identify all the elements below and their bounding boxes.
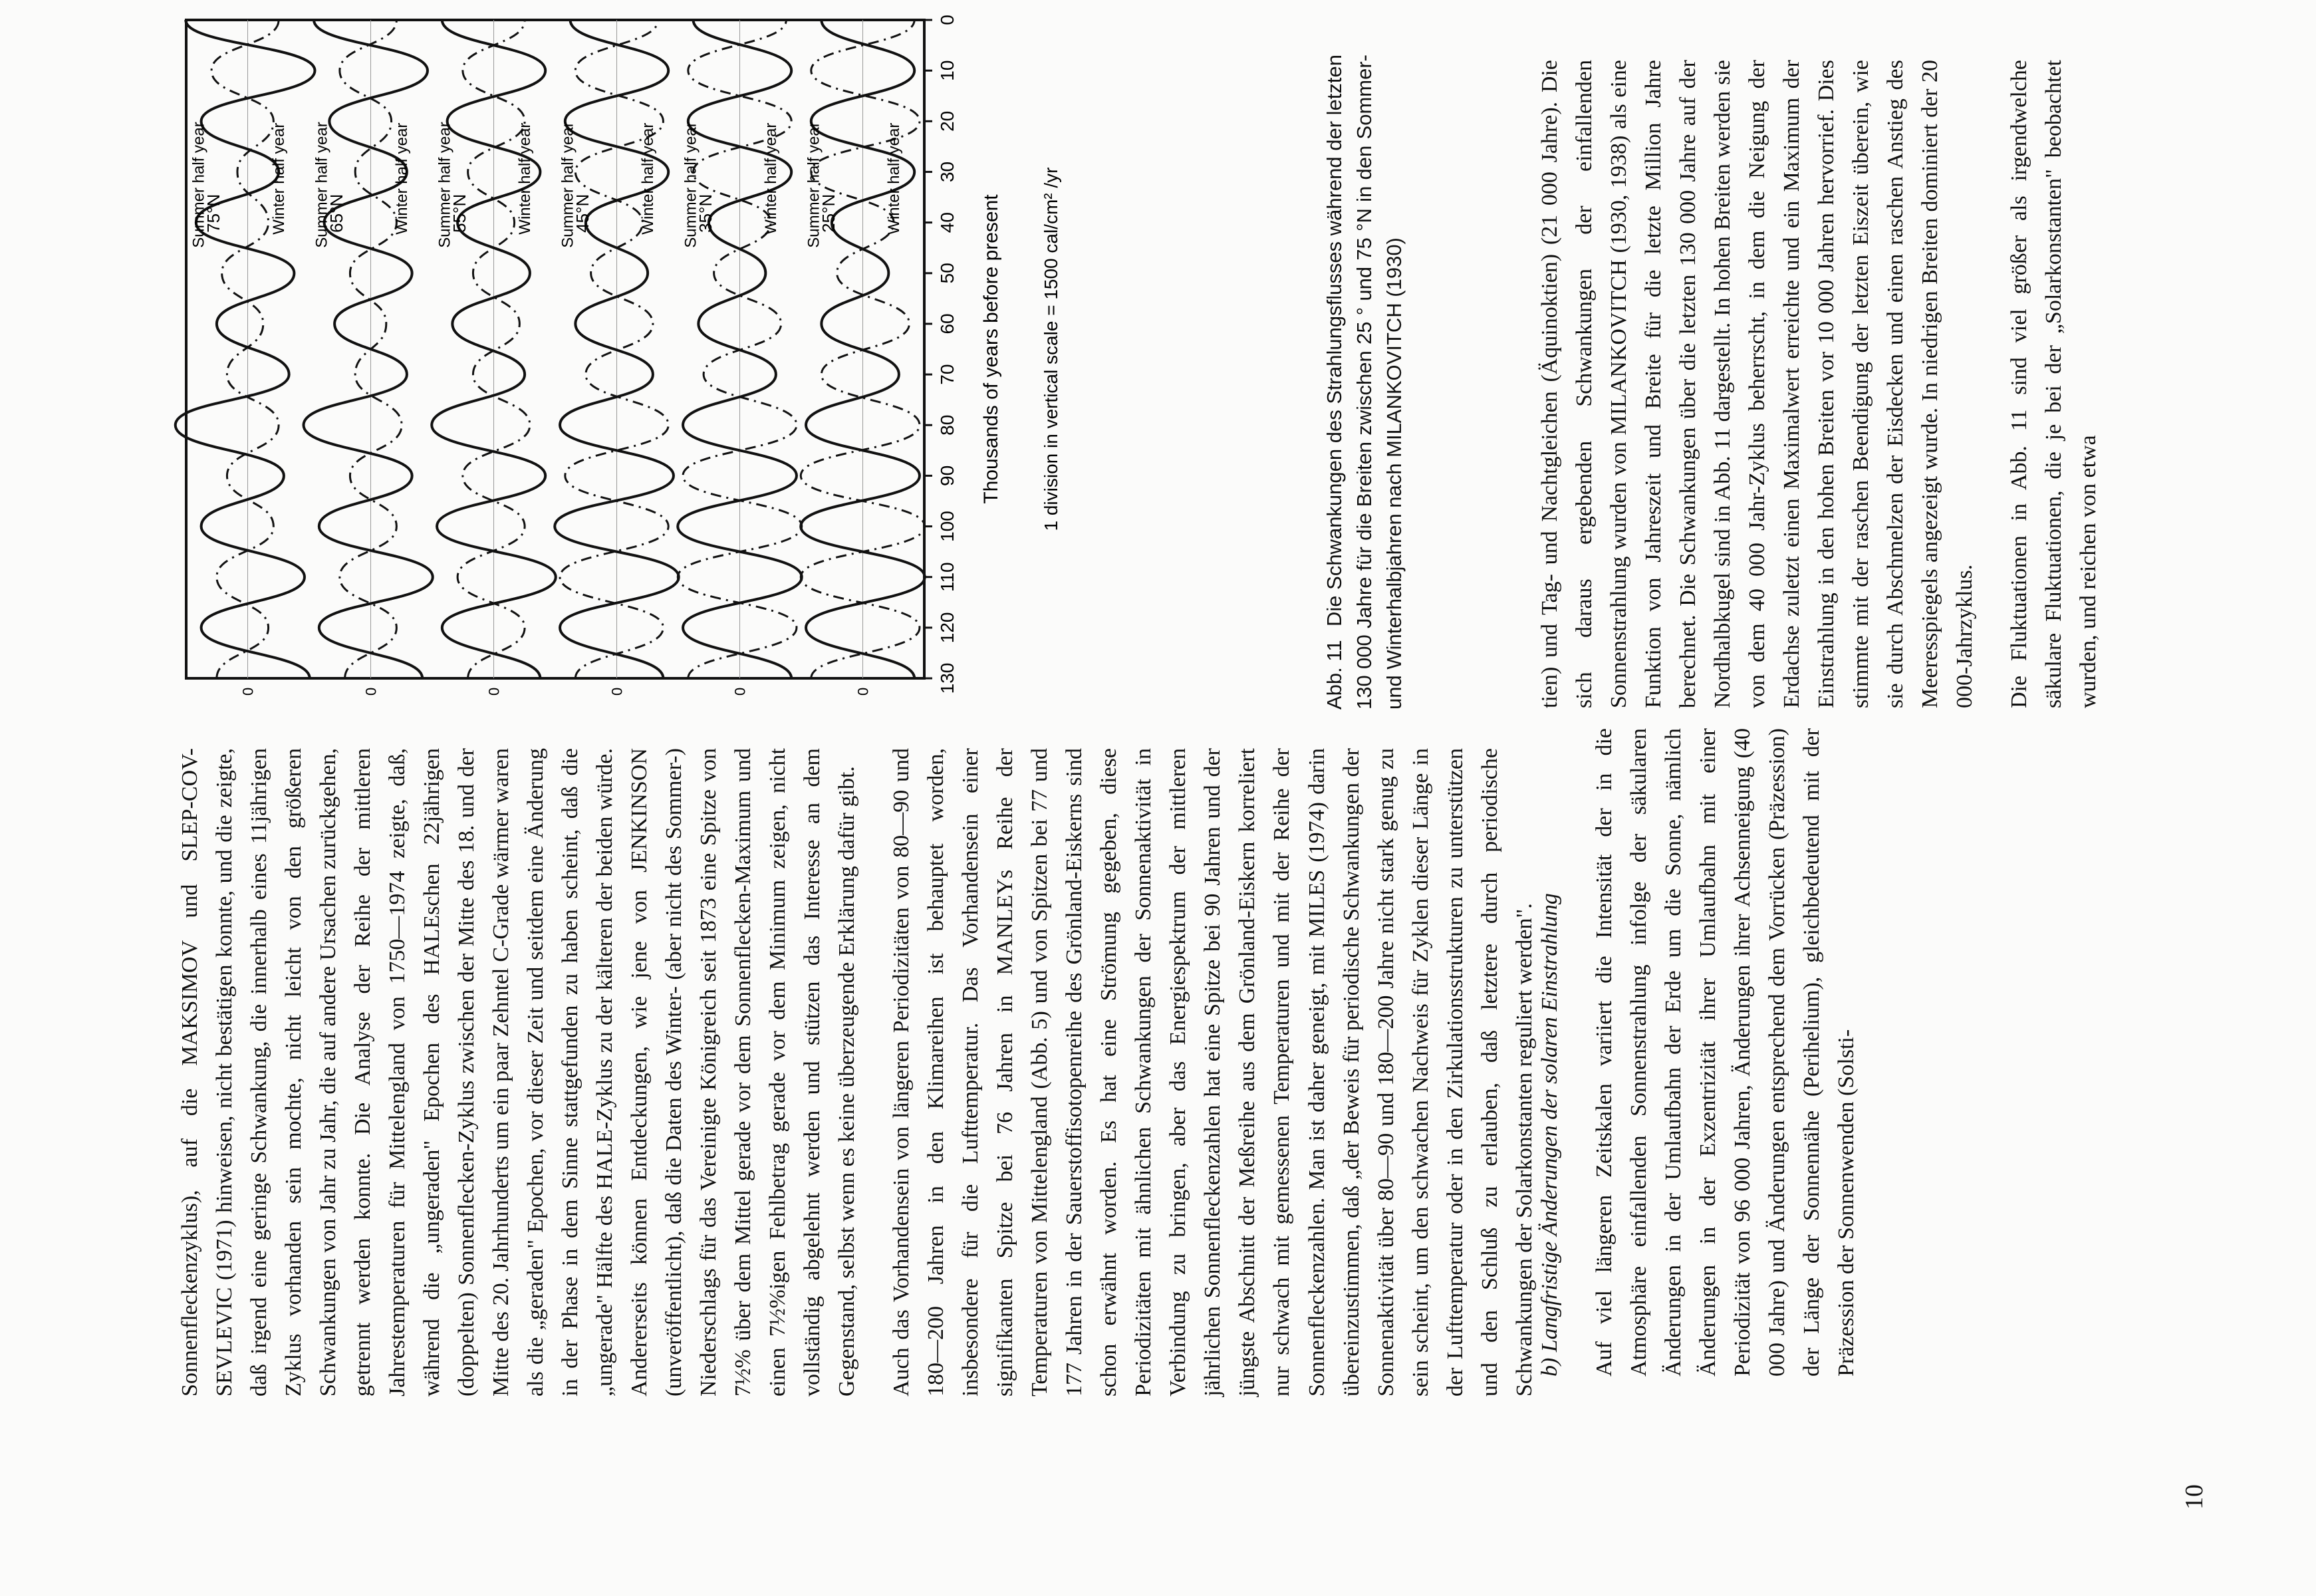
series-label: Summer half year — [559, 122, 577, 248]
left-column-bottom — [1533, 728, 1884, 1377]
series-label: Winter half year — [638, 122, 657, 235]
panel-zero-tick-label: 0 — [239, 687, 257, 696]
figure-caption — [1320, 55, 1410, 710]
series-label: Winter half year — [761, 122, 780, 235]
paragraph-long-periodicities: Auch das Vorhandensein von längeren Periodizitäten von 80—90 und 180—200 Jahren in den Klimareihen ist behauptet worden, insbesondere für die Lufttemperatur. Das Vorhandensein einer signifikanten Spitze bei 76 Jahren in MANLEYs Reihe der Temperaturen von Mittelengland (Abb. 5) und von Spitzen bei 77 und 177 Jahren in der Sauerstoffisotopenreihe des Grönland-Eiskerns sind schon erwähnt worden. Es hat eine Strömung gegeben, diese Periodizitäten mit ähnlichen Schwankungen der Sonnenaktivität in Verbindung zu bringen, aber das Energiespektrum der mittleren jährlichen Sonnenfleckenzahlen hat eine Spitze bei 90 Jahren und der jüngste Abschnitt der Meßreihe aus dem Grönland-Eiskern korreliert nur schwach mit gemessenen Temperaturen und mit der Reihe der Sonnenfleckenzahlen. Man ist daher geneigt, mit MILES (1974) darin übereinzustimmen, daß „der Beweis für periodische Schwankungen der Sonnenaktivität über 80—90 und 180—200 Jahre nicht stark genug zu sein scheint, um den schwachen Nachweis für Zyklen dieser Länge in der Lufttemperatur oder in den Zirkulationsstrukturen zu unterstützen und den Schluß zu erlauben, daß letztere durch periodische Schwankungen der Solarkonstanten reguliert werden". — [889, 748, 1537, 1396]
panel-zero-tick-label: 0 — [362, 687, 380, 696]
series-label: Winter half year — [515, 122, 534, 235]
radiation-flux-chart — [173, 0, 1337, 725]
x-tick-label: 120 — [937, 612, 958, 644]
x-tick-label: 10 — [937, 60, 958, 81]
latitude-label: 75°N — [203, 194, 223, 233]
paragraph-milankovitch: tien) und Tag- und Nachtgleichen (Äquinoktien) (21 000 Jahre). Die sich daraus ergebenden Schwankungen der einfallenden Sonnenstrahlung wurden von MILANKOVITCH (1930, 1938) als eine Funktion von Jahreszeit und Breite für die letzte Million Jahre berechnet. Die Schwankungen über die letzten 130 000 Jahre auf der Nordhalbkugel sind in Abb. 11 dargestellt. In hohen Breiten werden sie von dem 40 000 Jahr-Zyklus beherrscht, in dem die Neigung der Erdachse zuletzt einen Maximalwert erreichte und ein Maximum der Einstrahlung in den hohen Breiten vor 10 000 Jahren hervorrief. Dies stimmte mit der raschen Beendigung der letzten Eiszeit überein, wie sie durch Abschmelzen der Eisdecken und einen raschen Anstieg des Meeresspiegels angezeigt wurde. In niedrigen Breiten dominiert der 20 000-Jahrzyklus. — [1537, 60, 1978, 708]
x-tick-label: 70 — [937, 364, 958, 385]
series-line — [211, 20, 279, 678]
latitude-label: 55°N — [449, 194, 469, 233]
x-tick-label: 50 — [937, 263, 958, 284]
latitude-label: 35°N — [695, 194, 715, 233]
right-column-bottom — [1533, 60, 2126, 708]
x-tick-label: 90 — [937, 465, 958, 486]
x-tick-label: 30 — [937, 161, 958, 183]
series-line — [303, 20, 432, 678]
panel-zero-tick-label: 0 — [854, 687, 872, 696]
series-label: Summer half year — [805, 122, 823, 248]
x-tick-label: 20 — [937, 110, 958, 132]
paragraph-orbital-changes: Auf viel längeren Zeitskalen variiert die Intensität der in die Atmosphäre einfallenden Sonnenstrahlung infolge der säkularen Änderungen in der Umlaufbahn der Erde um die Sonne, nämlich Änderungen in der Exzentrizität ihrer Umlaufbahn mit einer Periodizität von 96 000 Jahren, Änderungen ihrer Achsenneigung (40 000 Jahre) und Änderungen entsprechend dem Vorrücken (Präzession) der Länge der Sonnennähe (Perihelium), gleichbedeutend mit der Präzession der Sonnenwenden (Solsti- — [1592, 728, 1859, 1377]
series-label: Summer half year — [682, 122, 700, 248]
section-heading-b: b) Langfristige Änderungen der solaren Einstrahlung — [1537, 893, 1562, 1377]
x-tick-label: 0 — [937, 15, 958, 25]
scale-note: 1 division in vertical scale = 1500 cal/cm² /yr — [1041, 167, 1061, 531]
paragraph-fluctuations: Die Fluktuationen in Abb. 11 sind viel größer als irgendwelche säkulare Fluktuationen, die je bei der „Solarkonstanten" beobachtet wurden, und reichen von etwa — [2007, 60, 2101, 708]
panel-zero-tick-label: 0 — [608, 687, 626, 696]
series-label: Summer half year — [190, 122, 208, 248]
series-label: Summer half year — [436, 122, 454, 248]
panel-zero-tick-label: 0 — [731, 687, 749, 696]
latitude-label: 45°N — [572, 194, 592, 233]
caption-text: Die Schwankungen des Strahlungsflusses während der letzten 130 000 Jahre für die Breiten zwischen 25 ° und 75 °N in den Sommer- und Winterhalbjahren nach MILANKOVITCH (1930) — [1323, 55, 1406, 710]
figure-abb-11 — [173, 0, 1337, 725]
series-label: Winter half year — [884, 122, 903, 235]
x-tick-label: 100 — [937, 511, 958, 542]
x-tick-label: 40 — [937, 212, 958, 233]
page-number: 10 — [2180, 1484, 2208, 1510]
x-tick-label: 110 — [937, 562, 958, 593]
left-column-top — [173, 748, 1562, 1396]
x-tick-label: 60 — [937, 313, 958, 334]
latitude-label: 25°N — [818, 194, 838, 233]
series-label: Winter half year — [392, 122, 411, 235]
x-axis-label: Thousands of years before present — [980, 194, 1002, 504]
series-label: Winter half year — [269, 122, 288, 235]
series-label: Summer half year — [313, 122, 331, 248]
x-tick-label: 80 — [937, 414, 958, 436]
x-tick-label: 130 — [937, 662, 958, 694]
paragraph-sunspot-cycle: Sonnenfleckenzyklus), auf die MAKSIMOV und SLEP-COV-SEVLEVIC (1971) hinweisen, nicht bestätigen konnte, und die zeigte, daß irgend eine geringe Schwankung, die innerhalb eines 11jährigen Zyklus vorhanden sein mochte, nicht leicht von den größeren Schwankungen von Jahr zu Jahr, die auf andere Ursachen zurückgehen, getrennt werden konnte. Die Analyse der Reihe der mittleren Jahrestemperaturen für Mittelengland von 1750—1974 zeigte, daß, während die „ungeraden" Epochen des HALEschen 22jährigen (doppelten) Sonnenflecken-Zyklus zwischen der Mitte des 18. und der Mitte des 20. Jahrhunderts um ein paar Zehntel C-Grade wärmer waren als die „geraden" Epochen, vor dieser Zeit und seitdem eine Änderung in der Phase in dem Sinne stattgefunden zu haben scheint, daß die „ungerade" Hälfte des HALE-Zyklus zu der kälteren der beiden würde. Andererseits können Entdeckungen, wie jene von JENKINSON (unveröffentlicht), daß die Daten des Winter- (aber nicht des Sommer-) Niederschlags für das Vereinigte Königreich seit 1873 eine Spitze von 7½% über dem Mittel gerade vor dem Sonnenflecken-Maximum und einen 7½%igen Fehlbetrag gerade vor dem Minimum zeigen, nicht vollständig abgelehnt werden und stützen das Interesse an dem Gegenstand, selbst wenn es keine überzeugende Erklärung dafür gibt. — [178, 748, 860, 1396]
latitude-label: 65°N — [326, 194, 346, 233]
panel-zero-tick-label: 0 — [485, 687, 503, 696]
caption-label: Abb. 11 — [1323, 640, 1346, 710]
